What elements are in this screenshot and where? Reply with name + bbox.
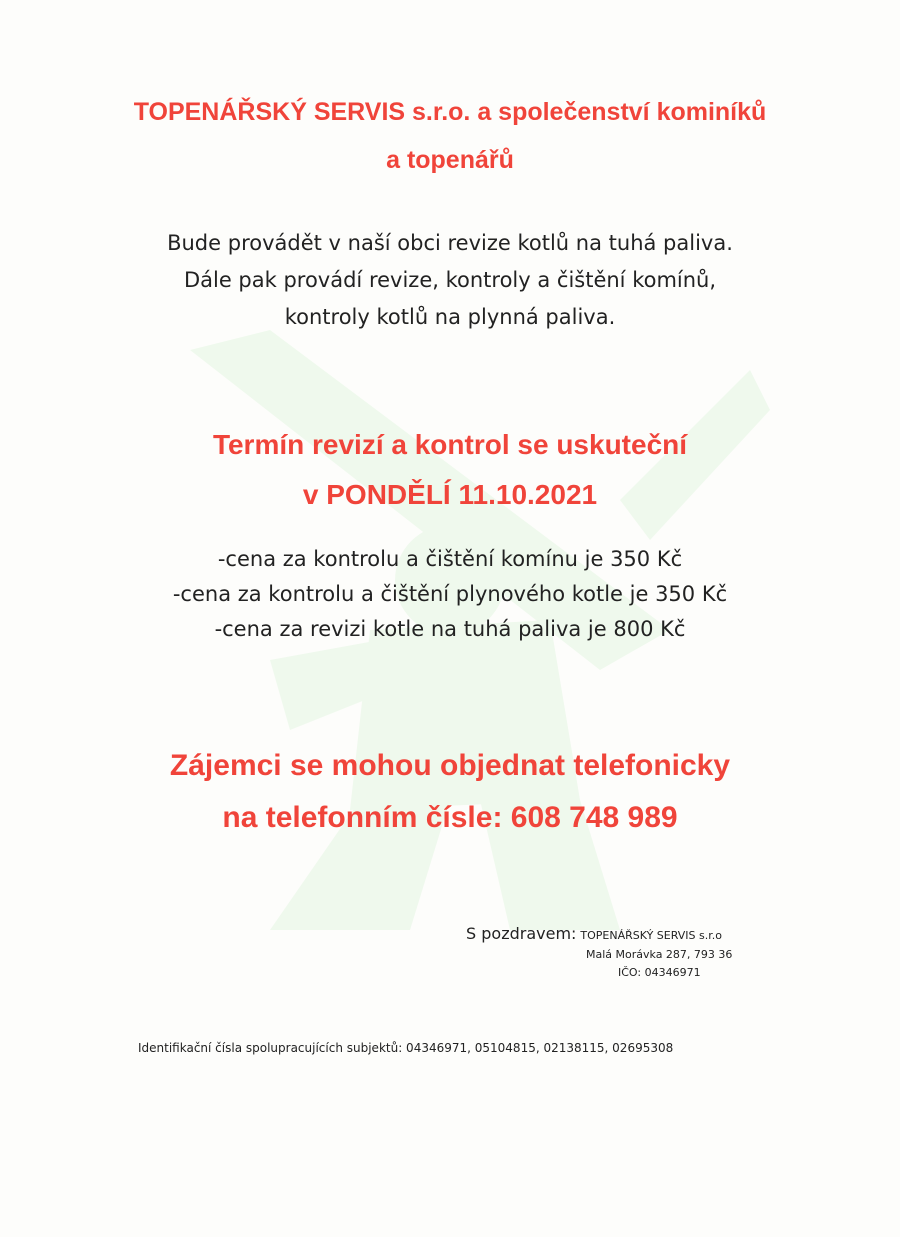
signature-block (466, 924, 786, 979)
order-line1: Zájemci se mohou objednat telefonicky (169, 749, 731, 782)
intro-line1: Bude provádět v naší obci revize kotlů na tuhá paliva. (167, 231, 733, 255)
signature-company: TOPENÁŘSKÝ SERVIS s.r.o (580, 929, 722, 942)
intro-line3: kontroly kotlů na plynná paliva. (284, 305, 616, 329)
price-item: -cena za kontrolu a čištění komínu je 350 Kč (217, 547, 683, 571)
signature-ico: IČO: 04346971 (618, 966, 701, 979)
price-list (0, 542, 900, 647)
order-line2: na telefonním čísle: 608 748 989 (222, 801, 678, 834)
term-line1: Termín revizí a kontrol se uskuteční (212, 429, 688, 460)
company-heading-line2: a topenářů (386, 146, 514, 174)
company-heading-line1: TOPENÁŘSKÝ SERVIS s.r.o. a společenství kominíků (133, 98, 767, 126)
signature-address: Malá Morávka 287, 793 36 (586, 948, 733, 961)
order-heading (0, 740, 900, 844)
term-heading (0, 420, 900, 520)
intro-line2: Dále pak provádí revize, kontroly a čištění komínů, (183, 268, 717, 292)
intro-paragraph (0, 225, 900, 336)
term-line2: v PONDĚLÍ 11.10.2021 (302, 479, 598, 510)
price-item: -cena za revizi kotle na tuhá paliva je 800 Kč (214, 617, 686, 641)
signature-greeting: S pozdravem: (466, 924, 577, 943)
price-item: -cena za kontrolu a čištění plynového kotle je 350 Kč (172, 582, 728, 606)
footer-ids: Identifikační čísla spolupracujících subjektů: 04346971, 05104815, 02138115, 02695308 (138, 1041, 674, 1055)
company-heading (0, 88, 900, 184)
